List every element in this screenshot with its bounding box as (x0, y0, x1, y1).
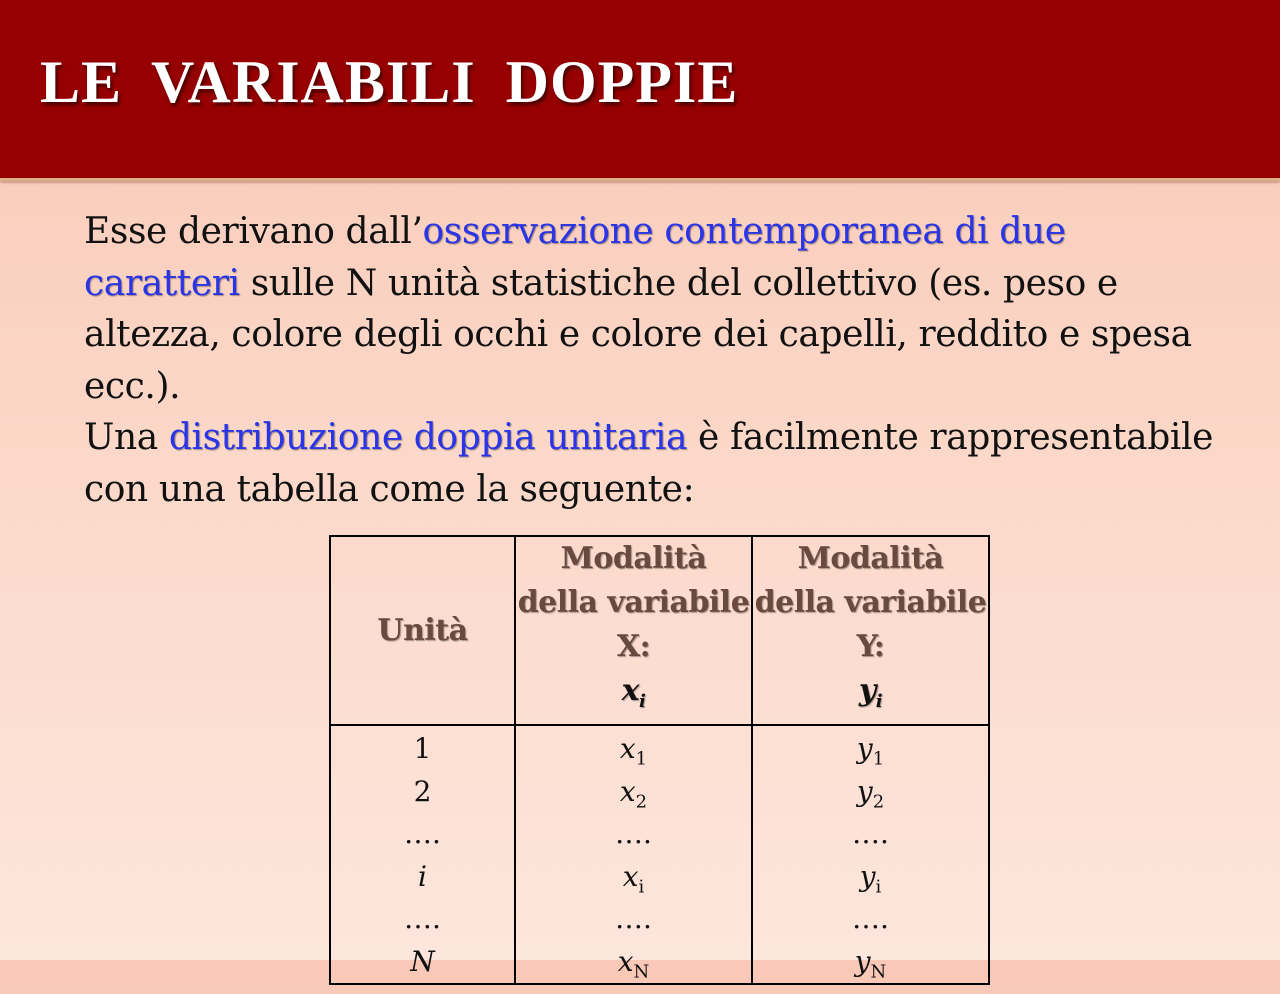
x-value: $x_N$ (617, 944, 650, 983)
unit-value: …. (404, 817, 441, 850)
y-value: $y_1$ (856, 732, 885, 770)
header-x (515, 536, 752, 725)
title-bar (0, 0, 1280, 181)
unit-value: 1 (413, 732, 432, 765)
x-value: $x_i$ (622, 859, 645, 898)
x-value: …. (615, 817, 652, 850)
y-value: $y_2$ (856, 774, 885, 813)
header-unit (330, 536, 515, 725)
table-header-row (330, 536, 989, 725)
paragraph-1 (84, 206, 1214, 412)
unit-value: i (418, 859, 427, 893)
x-value: $x_1$ (619, 732, 648, 770)
table-row (330, 725, 989, 984)
units-cell (330, 725, 515, 984)
header-x-label: Modalità della variabile X: (517, 541, 750, 664)
paragraph-2 (84, 412, 1214, 515)
unit-value: N (410, 944, 435, 978)
distribution-table (329, 535, 990, 985)
header-y (752, 536, 989, 725)
units-list (331, 726, 514, 983)
y-values-cell (752, 725, 989, 984)
p2-highlight: distribuzione doppia unitaria (168, 417, 688, 458)
x-values-list (516, 726, 751, 983)
x-value: …. (615, 902, 652, 935)
header-y-symbol: $y_i$ (858, 673, 883, 712)
slide-title: LE VARIABILI DOPPIE (40, 49, 739, 115)
y-values-list (753, 726, 988, 983)
x-values-cell (515, 725, 752, 984)
y-value: $y_N$ (854, 944, 887, 983)
y-value: …. (852, 902, 889, 935)
x-value: $x_2$ (619, 774, 648, 813)
p1-prefix: Esse derivano dall’ (84, 211, 423, 252)
p1-highlight: osservazione contemporanea di due caratteri (84, 211, 1066, 304)
y-value: …. (852, 817, 889, 850)
header-x-symbol: $x_i$ (621, 673, 646, 712)
unit-value: …. (404, 902, 441, 935)
y-value: $y_i$ (859, 859, 882, 898)
header-y-label: Modalità della variabile Y: (754, 541, 987, 664)
unit-value: 2 (413, 774, 432, 808)
header-unit-label: Unità (377, 612, 468, 648)
p2-prefix: Una (84, 417, 169, 458)
p2-suffix: è facilmente rappresentabile con una tabella come la seguente: (84, 417, 1213, 510)
p1-suffix: sulle N unità statistiche del collettivo (es. peso e altezza, colore degli occhi e colore dei capelli, reddito e spesa ecc.). (84, 262, 1192, 407)
body-text (84, 206, 1214, 515)
